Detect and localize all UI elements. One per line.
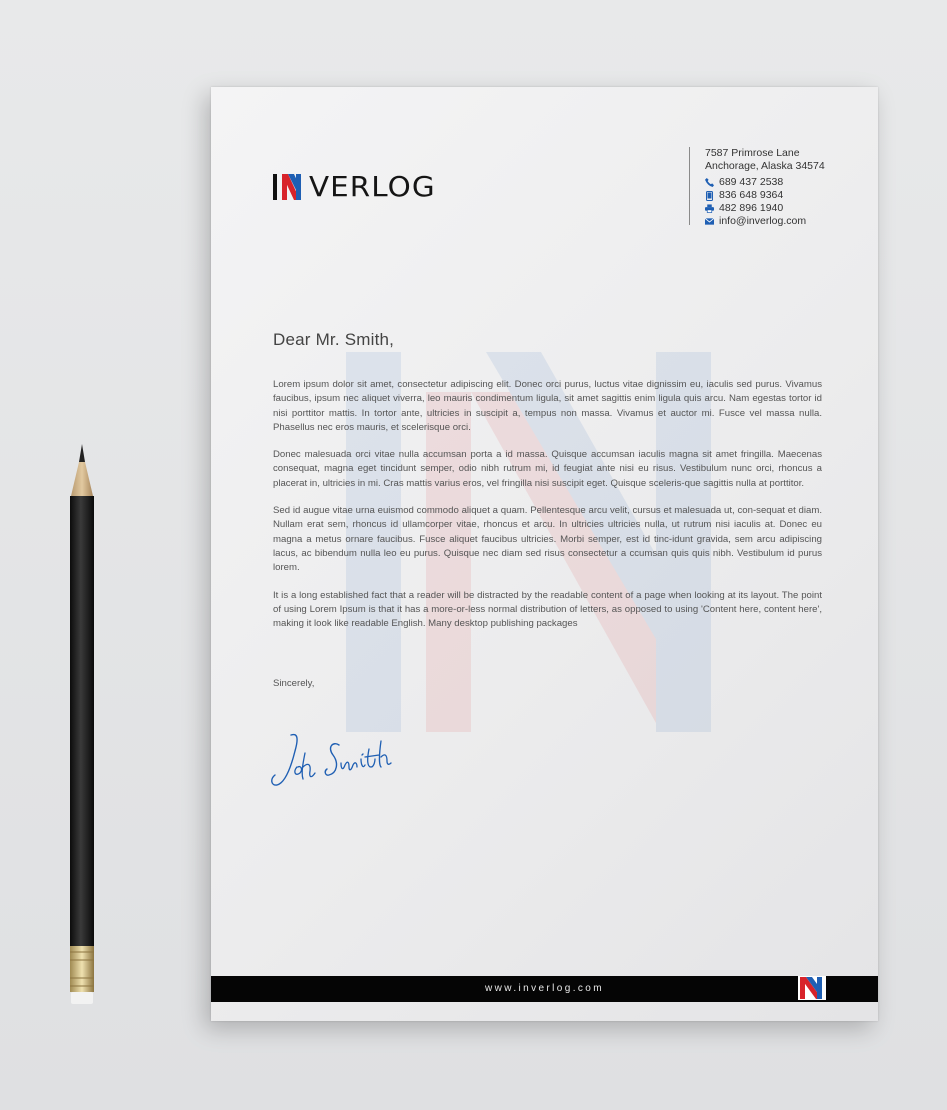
pencil-image — [66, 440, 98, 1010]
letter-body — [273, 378, 822, 644]
phone-icon — [705, 178, 714, 187]
letter-closing: Sincerely, — [273, 678, 315, 689]
contact-mobile — [705, 189, 825, 202]
paragraph: Lorem ipsum dolor sit amet, consectetur adipiscing elit. Donec orci purus, luctus vitae dignissim eu, iaculis sed purus. Vivamus faucibus, ipsum nec aliquet viverra, leo mauris condimentum ligula, sit amet sagittis enim ligula quis arcu. Nam egestas tortor id nisi porttitor mattis. In tortor ante, ultricies in suscipit a, tempus non massa. Vivamus et auctor mi. Fusce vel massa nulla. Phasellus nec eros mauris, et scelerisque orci. — [273, 379, 822, 433]
letterhead-sheet — [211, 87, 878, 1021]
fax-icon — [705, 204, 714, 213]
logo-mark-icon — [273, 173, 309, 201]
website-url: www.inverlog.com — [485, 983, 604, 994]
paragraph: It is a long established fact that a reader will be distracted by the readable content of a page when looking at its layout. The point of using Lorem Ipsum is that it has a more-or-less normal distribution of letters, as opposed to using 'Content here, content here', making it look like readable English. Many desktop publishing packages — [273, 589, 822, 630]
contact-fax — [705, 202, 825, 215]
address — [705, 147, 825, 173]
handwritten-signature — [267, 727, 397, 791]
phone-number: 689 437 2538 — [719, 176, 784, 188]
fax-number: 482 896 1940 — [719, 202, 784, 214]
footer-logo-mark-icon — [798, 976, 826, 1000]
paragraph: Sed id augue vitae urna euismod commodo aliquet a quam. Pellentesque arcu velit, cursus et malesuada ut, con-sequat et diam. Nullam erat sem, rhoncus id ullamcorper vitae, rhoncus et arcu. In ultricies ultricies nulla, ut rutrum nisi iaculis at. Donec eu magna a metus ornare faucibus. Fusce aliquet faucibus ultricies. Morbi semper, est id tinc-idunt gravida, sem arcu adipiscing lacus, ac bibendum nulla leo eu purus. Quisque nec diam sed risus consectetur a ccumsan quis quis nibh. Vestibulum id purus lorem. — [273, 505, 822, 574]
company-logo — [273, 170, 436, 203]
mobile-icon — [705, 191, 714, 200]
address-line-2: Anchorage, Alaska 34574 — [705, 160, 825, 172]
contact-phone — [705, 176, 825, 189]
letter-greeting: Dear Mr. Smith, — [273, 330, 395, 349]
contact-email — [705, 215, 825, 228]
envelope-icon — [705, 217, 714, 226]
address-line-1: 7587 Primrose Lane — [705, 147, 800, 159]
mobile-number: 836 648 9364 — [719, 189, 784, 201]
company-name: VERLOG — [309, 170, 436, 203]
paragraph: Donec malesuada orci vitae nulla accumsan porta a id massa. Quisque accumsan iaculis magna sit amet fringilla. Maecenas consequat, magna eget tincidunt semper, odio nibh rutrum mi, id feugiat ante nisi eu risus. Vestibulum nunc orci, rhoncus a placerat in, ultricies in mi. Cras mattis varius eros, vel fringilla nisi suscipit eget. Quisque sceleris-que sagittis nulla at porttitor. — [273, 449, 822, 489]
contact-block — [689, 147, 825, 225]
footer-bar — [211, 976, 878, 1002]
email-address: info@inverlog.com — [719, 215, 807, 227]
